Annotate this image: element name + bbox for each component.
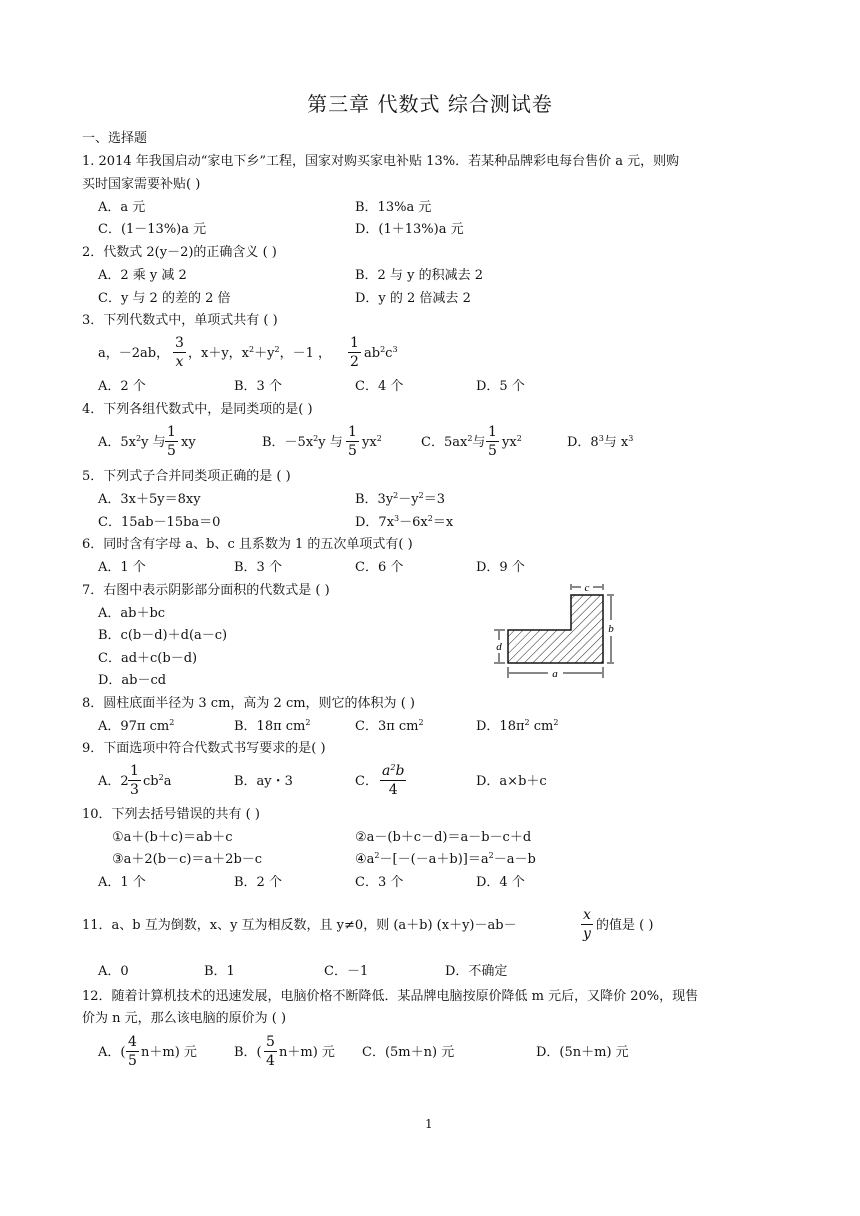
q4-option-b: B．$-5x^2y$ 与 bbox=[262, 434, 343, 450]
q3-expression: a，－2ab， bbox=[98, 346, 170, 361]
q8-option-a: A．97π $cm^2$ bbox=[98, 718, 175, 734]
label-a: a bbox=[552, 668, 558, 680]
q8-stem: 8．圆柱底面半径为 3 cm，高为 2 cm，则它的体积为 ( ) bbox=[82, 696, 415, 711]
label-b: b bbox=[608, 623, 614, 635]
q12-stem-line1: 12．随着计算机技术的迅速发展，电脑价格不断降低．某品牌电脑按原价降低 m 元后，又降价 20%，现售 bbox=[82, 989, 699, 1004]
q2-stem: 2．代数式 2(y－2)的正确含义 ( ) bbox=[82, 245, 277, 260]
q4-option-b-fraction: 1 5 bbox=[348, 424, 357, 459]
page-title: 第三章 代数式 综合测试卷 bbox=[307, 92, 553, 116]
q10-statement-4: $④a^2-[-(-a+b)]=a^2-a-b$ bbox=[355, 851, 536, 867]
q2-option-c: C．y 与 2 的差的 2 倍 bbox=[98, 291, 231, 306]
q4-option-c-tail: $yx^2$ bbox=[502, 434, 522, 450]
q12-option-b-tail: n＋m) 元 bbox=[279, 1045, 335, 1060]
q10-option-b: B．2 个 bbox=[234, 875, 282, 890]
q4-option-a: A．$5x^2y$ 与 bbox=[98, 434, 166, 450]
q6-option-a: A．1 个 bbox=[98, 560, 146, 575]
q3-option-c: C．4 个 bbox=[355, 379, 404, 394]
q3-fraction-1-over-2: 1 2 bbox=[350, 335, 359, 370]
label-d: d bbox=[496, 641, 502, 653]
q5-option-b: B．$3y^2-y^2=3$ bbox=[355, 491, 445, 507]
q4-option-d: D．$8^3$与 $x^3$ bbox=[567, 434, 634, 450]
q7-option-d: D．ab－cd bbox=[98, 673, 167, 688]
q5-option-d: D．$7x^3-6x^2=x$ bbox=[355, 514, 454, 530]
q6-option-c: C．6 个 bbox=[355, 560, 404, 575]
q5-option-c: C．15ab－15ba＝0 bbox=[98, 515, 221, 530]
q10-option-c: C．3 个 bbox=[355, 875, 404, 890]
q9-option-c-fraction: $a^2b$ 4 bbox=[382, 763, 405, 798]
q12-option-b: B．( bbox=[234, 1045, 262, 1060]
q9-option-d: D．a×b＋c bbox=[476, 774, 547, 789]
q7-figure-shaded-l-shape bbox=[488, 580, 628, 688]
q11-option-d: D．不确定 bbox=[445, 964, 508, 979]
q7-option-a: A．ab＋bc bbox=[98, 606, 166, 621]
q3-option-d: D．5 个 bbox=[476, 379, 525, 394]
q3-option-b: B．3 个 bbox=[234, 379, 282, 394]
q6-option-d: D．9 个 bbox=[476, 560, 525, 575]
q11-stem: 11．a、b 互为倒数，x、y 互为相反数，且 y≠0，则 (a＋b) (x＋y)－ab－ bbox=[82, 918, 517, 933]
q4-option-a-tail: xy bbox=[181, 435, 196, 450]
q12-option-a-tail: n＋m) 元 bbox=[141, 1045, 197, 1060]
q8-option-c: C．3π $cm^2$ bbox=[355, 718, 424, 734]
q10-option-d: D．4 个 bbox=[476, 875, 525, 890]
q12-option-d: D．(5n＋m) 元 bbox=[536, 1045, 629, 1060]
q1-option-c: C．(1－13%)a 元 bbox=[98, 222, 207, 237]
q1-stem-line2: 买时国家需要补贴( ) bbox=[82, 177, 201, 192]
label-c: c bbox=[584, 582, 590, 594]
q7-option-c: C．ad＋c(b－d) bbox=[98, 651, 198, 666]
q3-expression-tail: $ab^2c^3$ bbox=[364, 345, 398, 361]
q3-stem: 3．下列代数式中，单项式共有 ( ) bbox=[82, 313, 278, 328]
q11-option-a: A．0 bbox=[98, 964, 129, 979]
q7-stem: 7．右图中表示阴影部分面积的代数式是 ( ) bbox=[82, 583, 330, 598]
q6-option-b: B．3 个 bbox=[234, 560, 282, 575]
q9-option-c: C． bbox=[355, 774, 378, 789]
q2-option-b: B．2 与 y 的积减去 2 bbox=[355, 268, 483, 283]
q8-option-b: B．18π $cm^2$ bbox=[234, 718, 311, 734]
q12-option-c: C．(5m＋n) 元 bbox=[362, 1045, 455, 1060]
page-number: 1 bbox=[425, 1117, 433, 1131]
q1-option-b: B．13%a 元 bbox=[355, 200, 432, 215]
q2-option-d: D．y 的 2 倍减去 2 bbox=[355, 291, 471, 306]
q11-option-b: B．1 bbox=[204, 964, 235, 979]
q10-statement-2: ②a－(b＋c－d)＝a－b－c＋d bbox=[355, 830, 532, 845]
q1-option-d: D．(1＋13%)a 元 bbox=[355, 222, 464, 237]
q8-option-d: D．$18\pi^2$ $cm^2$ bbox=[476, 718, 559, 734]
q5-option-a: A．3x＋5y＝8xy bbox=[98, 492, 201, 507]
q11-stem-tail: 的值是 ( ) bbox=[596, 918, 654, 933]
q4-option-c: C．$5ax^2$与 bbox=[421, 434, 486, 450]
q10-statement-1: ①a＋(b＋c)＝ab＋c bbox=[112, 830, 233, 845]
section-heading: 一、选择题 bbox=[82, 131, 148, 146]
q12-option-a: A．( bbox=[98, 1045, 126, 1060]
q1-stem-line1: 1. 2014 年我国启动“家电下乡”工程，国家对购买家电补贴 13%．若某种品牌彩电每台售价 a 元，则购 bbox=[82, 154, 680, 169]
q11-fraction-x-over-y: x y bbox=[582, 907, 591, 942]
q7-option-b: B．c(b－d)＋d(a－c) bbox=[98, 628, 228, 643]
q9-option-a-tail: $cb^2a$ bbox=[143, 773, 172, 789]
q9-option-b: B．ay・3 bbox=[234, 774, 293, 789]
q3-option-a: A．2 个 bbox=[98, 379, 146, 394]
q9-stem: 9．下面选项中符合代数式书写要求的是( ) bbox=[82, 741, 326, 756]
q3-expression-rest: ，x＋y，$x^2+y^2$，－1 ， bbox=[188, 345, 331, 361]
q2-option-a: A．2 乘 y 减 2 bbox=[98, 268, 187, 283]
q12-stem-line2: 价为 n 元，那么该电脑的原价为 ( ) bbox=[82, 1011, 287, 1026]
q10-option-a: A．1 个 bbox=[98, 875, 146, 890]
q12-option-b-fraction: 5 4 bbox=[266, 1034, 275, 1069]
q6-stem: 6．同时含有字母 a、b、c 且系数为 1 的五次单项式有( ) bbox=[82, 537, 413, 552]
q10-stem: 10．下列去括号错误的共有 ( ) bbox=[82, 807, 260, 822]
q9-option-a-fraction: 1 3 bbox=[130, 763, 139, 798]
q3-fraction-3-over-x: 3 x bbox=[175, 335, 184, 370]
q10-statement-3: ③a＋2(b－c)＝a＋2b－c bbox=[112, 852, 263, 867]
q4-stem: 4．下列各组代数式中，是同类项的是( ) bbox=[82, 402, 313, 417]
q4-option-b-tail: $yx^2$ bbox=[362, 434, 382, 450]
shaded-region bbox=[508, 595, 603, 663]
q11-option-c: C．－1 bbox=[324, 964, 369, 979]
q5-stem: 5．下列式子合并同类项正确的是 ( ) bbox=[82, 469, 291, 484]
q4-option-a-fraction: 1 5 bbox=[167, 424, 176, 459]
q9-option-a: A．2 bbox=[98, 774, 129, 789]
q4-option-c-fraction: 1 5 bbox=[488, 424, 497, 459]
q1-option-a: A．a 元 bbox=[98, 200, 146, 215]
q12-option-a-fraction: 4 5 bbox=[128, 1034, 137, 1069]
